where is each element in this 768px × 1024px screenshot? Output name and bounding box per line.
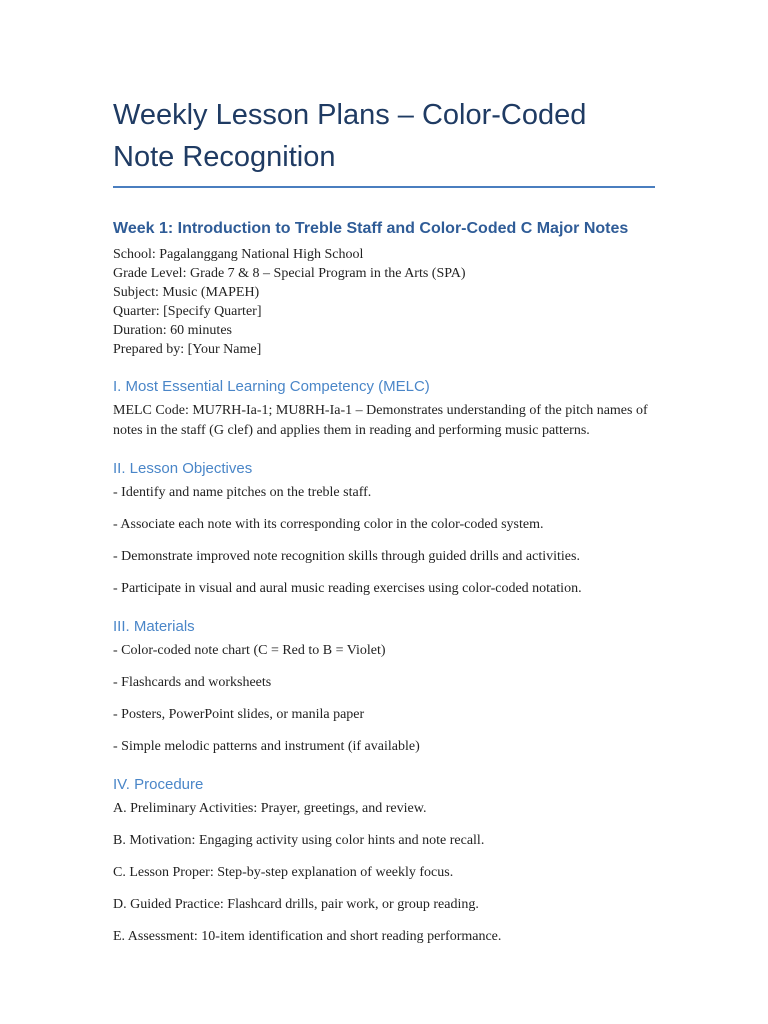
document-title: Weekly Lesson Plans – Color-Coded Note Recognition <box>113 99 587 173</box>
list-item: - Color-coded note chart (C = Red to B = Violet) <box>113 643 386 658</box>
lesson-meta <box>113 245 655 359</box>
meta-prepared-by: Prepared by: [Your Name] <box>113 342 262 357</box>
section-heading-procedure: IV. Procedure <box>113 776 204 793</box>
meta-quarter: Quarter: [Specify Quarter] <box>113 304 262 319</box>
list-item: - Associate each note with its corresponding color in the color-coded system. <box>113 517 544 532</box>
list-item: E. Assessment: 10-item identification and short reading performance. <box>113 929 502 944</box>
meta-school: School: Pagalanggang National High School <box>113 247 364 262</box>
meta-grade-level: Grade Level: Grade 7 & 8 – Special Program in the Arts (SPA) <box>113 266 466 281</box>
section-heading-objectives: II. Lesson Objectives <box>113 460 253 477</box>
list-item: - Identify and name pitches on the treble staff. <box>113 485 372 500</box>
list-item: C. Lesson Proper: Step-by-step explanation of weekly focus. <box>113 865 454 880</box>
objectives-list <box>113 483 655 599</box>
document-page <box>113 94 655 947</box>
section-heading-melc: I. Most Essential Learning Competency (MELC) <box>113 378 430 395</box>
list-item: - Posters, PowerPoint slides, or manila paper <box>113 707 365 722</box>
meta-subject: Subject: Music (MAPEH) <box>113 285 260 300</box>
meta-duration: Duration: 60 minutes <box>113 323 232 338</box>
list-item: A. Preliminary Activities: Prayer, greetings, and review. <box>113 801 427 816</box>
list-item: - Demonstrate improved note recognition skills through guided drills and activities. <box>113 549 580 564</box>
list-item: B. Motivation: Engaging activity using color hints and note recall. <box>113 833 485 848</box>
list-item: - Flashcards and worksheets <box>113 675 272 690</box>
procedure-list <box>113 799 655 947</box>
materials-list <box>113 641 655 757</box>
week-heading: Week 1: Introduction to Treble Staff and Color-Coded C Major Notes <box>113 220 629 237</box>
melc-text: MELC Code: MU7RH-Ia-1; MU8RH-Ia-1 – Demonstrates understanding of the pitch names of notes in the staff (G clef) and applies them in reading and performing music patterns. <box>113 403 648 438</box>
list-item: D. Guided Practice: Flashcard drills, pair work, or group reading. <box>113 897 479 912</box>
list-item: - Simple melodic patterns and instrument (if available) <box>113 739 420 754</box>
list-item: - Participate in visual and aural music reading exercises using color-coded notation. <box>113 581 582 596</box>
title-divider <box>113 186 655 188</box>
section-heading-materials: III. Materials <box>113 618 195 635</box>
